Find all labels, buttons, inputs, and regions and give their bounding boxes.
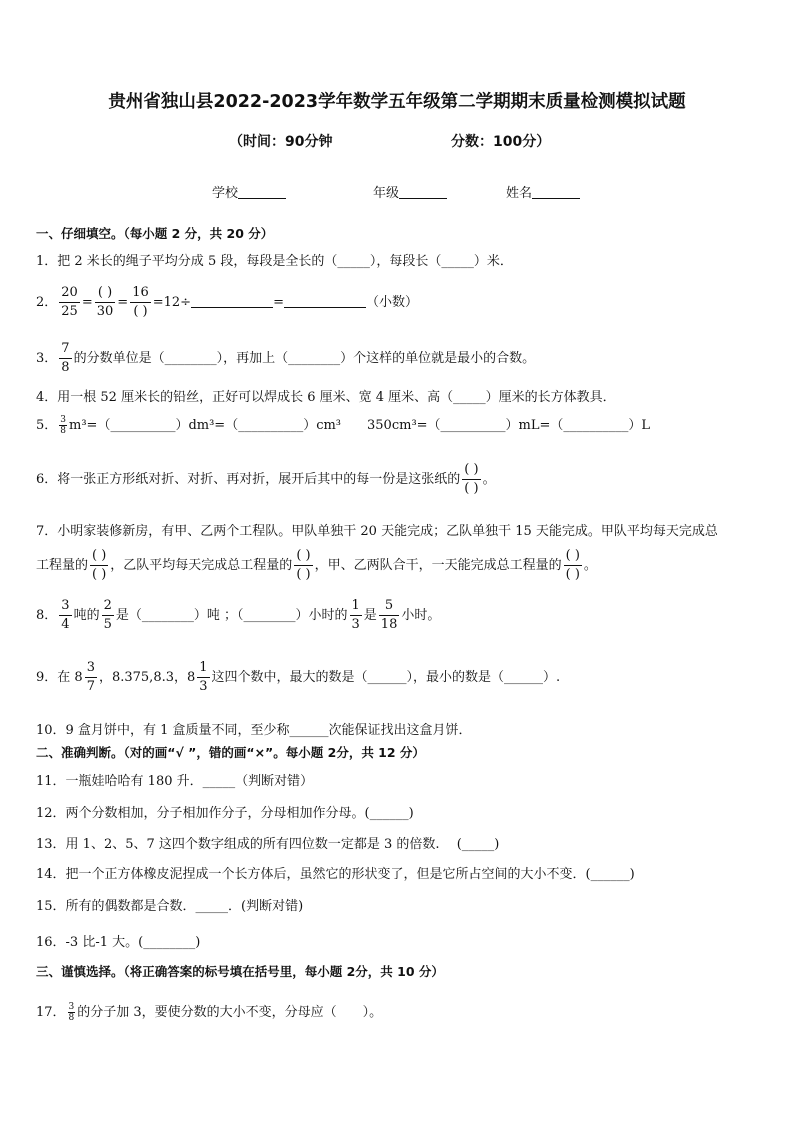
section-3-heading: 三、谨慎选择。（将正确答案的标号填在括号里，每小题 2分，共 10 分）: [36, 964, 444, 979]
answer-blank[interactable]: [284, 295, 366, 308]
question-12: 12．两个分数相加，分子相加作分子，分母相加作分母。(______): [36, 806, 414, 821]
grade-field: 年级: [373, 182, 447, 201]
answer-blank[interactable]: [191, 295, 273, 308]
section-1-heading: 一、仔细填空。（每小题 2 分，共 20 分）: [36, 226, 274, 241]
page-title: 贵州省独山县2022-2023学年数学五年级第二学期期末质量检测模拟试题: [108, 92, 686, 112]
exam-time: （时间：90分钟: [229, 134, 333, 150]
question-14: 14．把一个正方体橡皮泥捏成一个长方体后，虽然它的形状变了，但是它所占空间的大小不变．(______): [36, 867, 635, 882]
question-2: 2． $\frac{20}{25}$ = $\frac{( )}{30}$ = $\frac{16}{( )}$ =12÷ = （小数）: [36, 285, 418, 319]
school-field: 学校: [212, 182, 286, 201]
question-6: 6．将一张正方形纸对折、对折、再对折，展开后其中的每一份是这张纸的 $\frac{( )}{( )}$ 。: [36, 462, 496, 496]
name-field: 姓名: [506, 182, 580, 201]
question-3: 3． $\frac{7}{8}$ 的分数单位是（________），再加上（________）个这样的单位就是最小的合数。: [36, 341, 536, 375]
question-8: 8． $\frac{3}{4}$ 吨的 $\frac{2}{5}$ 是（________）吨 ；（________）小时的 $\frac{1}{3}$ 是 $\frac{5}{18}$ 小时。: [36, 598, 441, 632]
question-13: 13．用 1、2、5、7 这四个数字组成的所有四位数一定都是 3 的倍数. (_____): [36, 837, 500, 852]
question-1: 1．把 2 米长的绳子平均分成 5 段，每段是全长的（_____），每段长（_____）米．: [36, 254, 513, 269]
school-blank[interactable]: [238, 185, 286, 199]
question-15: 15．所有的偶数都是合数．_____．(判断对错): [36, 899, 304, 914]
question-7-line-2: 工程量的 $\frac{( )}{( )}$ ，乙队平均每天完成总工程量的 $\frac{( )}{( )}$ ，甲、乙两队合干，一天能完成总工程量的 $\frac{( )}{( )}$ 。: [36, 548, 597, 582]
question-17: 17． $\frac{3}{8}$ 的分子加 3，要使分数的大小不变，分母应（ ）。: [36, 1002, 383, 1023]
question-11: 11．一瓶娃哈哈有 180 升．_____（判断对错）: [36, 774, 314, 789]
grade-blank[interactable]: [399, 185, 447, 199]
exam-score: 分数：100分）: [451, 134, 551, 150]
question-7-line-1: 7．小明家装修新房，有甲、乙两个工程队。甲队单独干 20 天能完成；乙队单独干 15 天能完成。甲队平均每天完成总: [36, 524, 718, 539]
question-4: 4．用一根 52 厘米长的铅丝，正好可以焊成长 6 厘米、宽 4 厘米、高（_____）厘米的长方体教具．: [36, 390, 616, 405]
name-blank[interactable]: [532, 185, 580, 199]
question-10: 10．9 盒月饼中，有 1 盒质量不同，至少称______次能保证找出这盒月饼．: [36, 723, 472, 738]
question-9: 9．在 8 $\frac{3}{7}$ ，8.375,8.3，8 $\frac{1}{3}$ 这四个数中，最大的数是（______），最小的数是（______）.: [36, 660, 561, 694]
question-16: 16．-3 比-1 大。(________): [36, 935, 201, 950]
question-5: 5． $\frac{3}{8}$ m³=（__________）dm³=（__________）cm³ 350cm³=（__________）mL=（__________）L: [36, 415, 651, 436]
section-2-heading: 二、准确判断。（对的画“√ ”，错的画“×”。每小题 2分，共 12 分）: [36, 745, 425, 760]
